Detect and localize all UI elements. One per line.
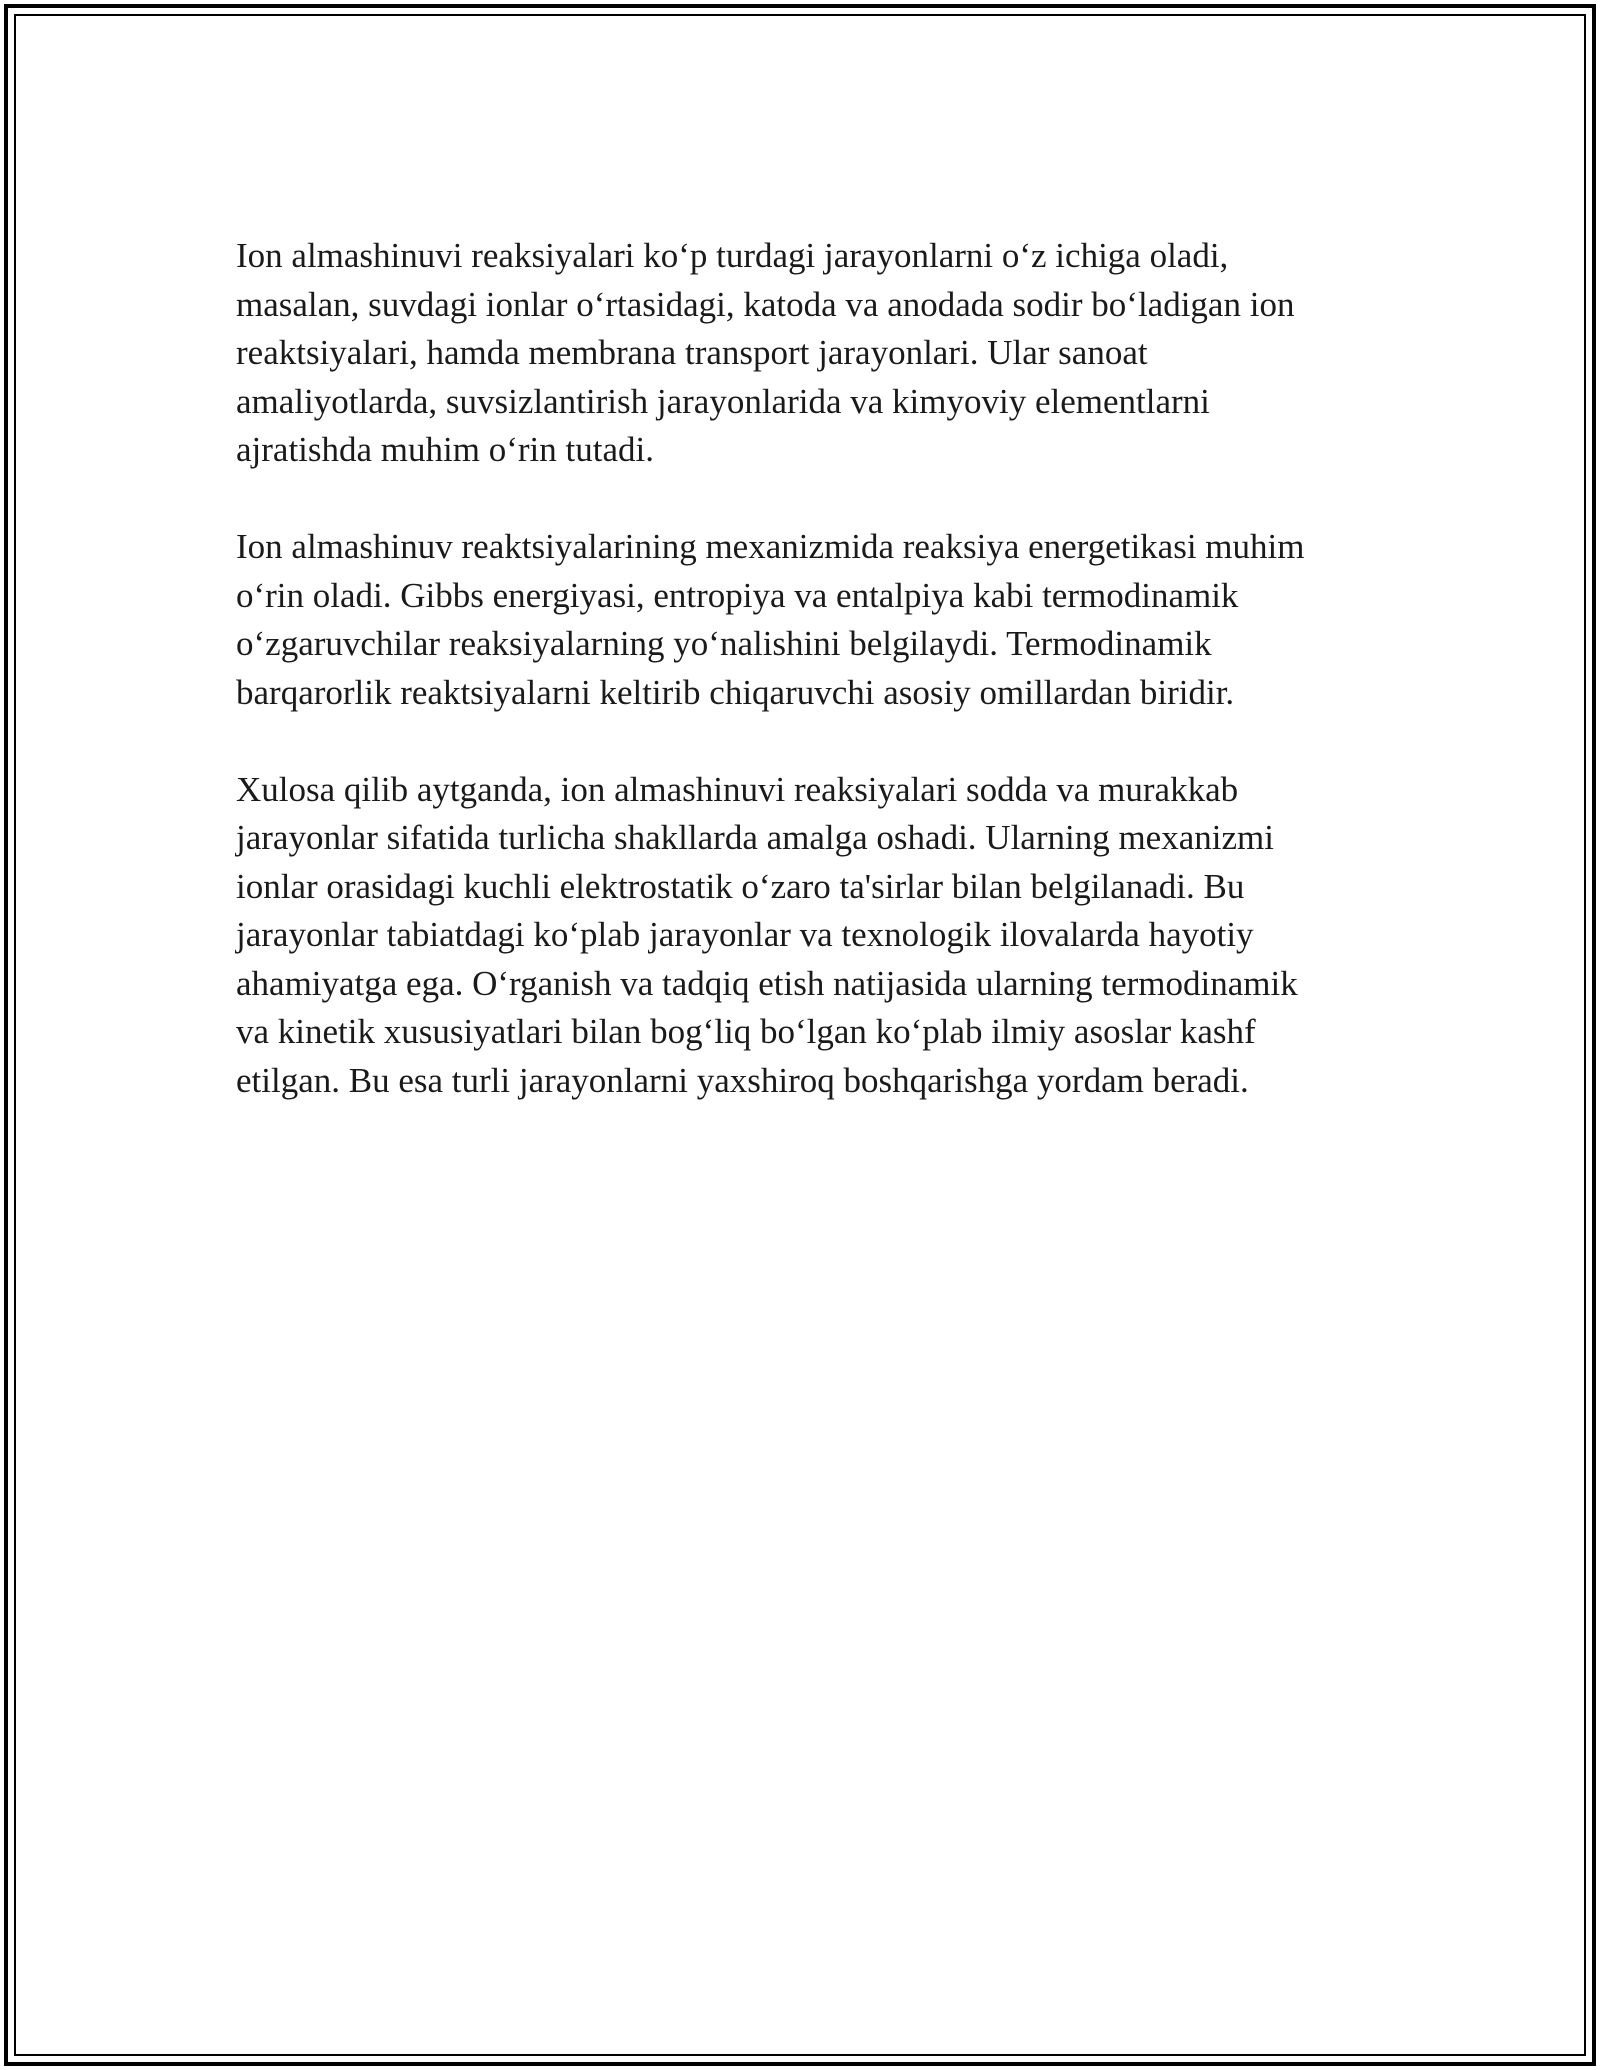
- paragraph-1: Ion almashinuvi reaksiyalari ko‘p turdagi jarayonlarni o‘z ichiga oladi, masalan, suvdagi ionlar o‘rtasidagi, katoda va anodada sodir bo‘ladigan ion reaktsiyalari, hamda membrana transport jarayonlari. Ular sanoat amaliyotlarda, suvsizlantirish jarayonlarida va kimyoviy elementlarni ajratishda muhim o‘rin tutadi.: [236, 236, 1295, 469]
- paragraph-3: Xulosa qilib aytganda, ion almashinuvi reaksiyalari sodda va murakkab jarayonlar sifatida turlicha shakllarda amalga oshadi. Ularning mexanizmi ionlar orasidagi kuchli elektrostatik o‘zaro ta'sirlar bilan belgilanadi. Bu jarayonlar tabiatdagi ko‘plab jarayonlar va texnologik ilovalarda hayotiy ahamiyatga ega. O‘rganish va tadqiq etish natijasida ularning termodinamik va kinetik xususiyatlari bilan bog‘liq bo‘lgan ko‘plab ilmiy asoslar kashf etilgan. Bu esa turli jarayonlarni yaxshiroq boshqarishga yordam beradi.: [236, 769, 1298, 1100]
- paragraph-2: Ion almashinuv reaktsiyalarining mexanizmida reaksiya energetikasi muhim o‘rin oladi. Gibbs energiyasi, entropiya va entalpiya kabi termodinamik o‘zgaruvchilar reaksiyalarning yo‘nalishini belgilaydi. Termodinamik barqarorlik reaktsiyalarni keltirib chiqaruvchi asosiy omillardan biridir.: [236, 527, 1305, 712]
- document-body: [236, 232, 1386, 1154]
